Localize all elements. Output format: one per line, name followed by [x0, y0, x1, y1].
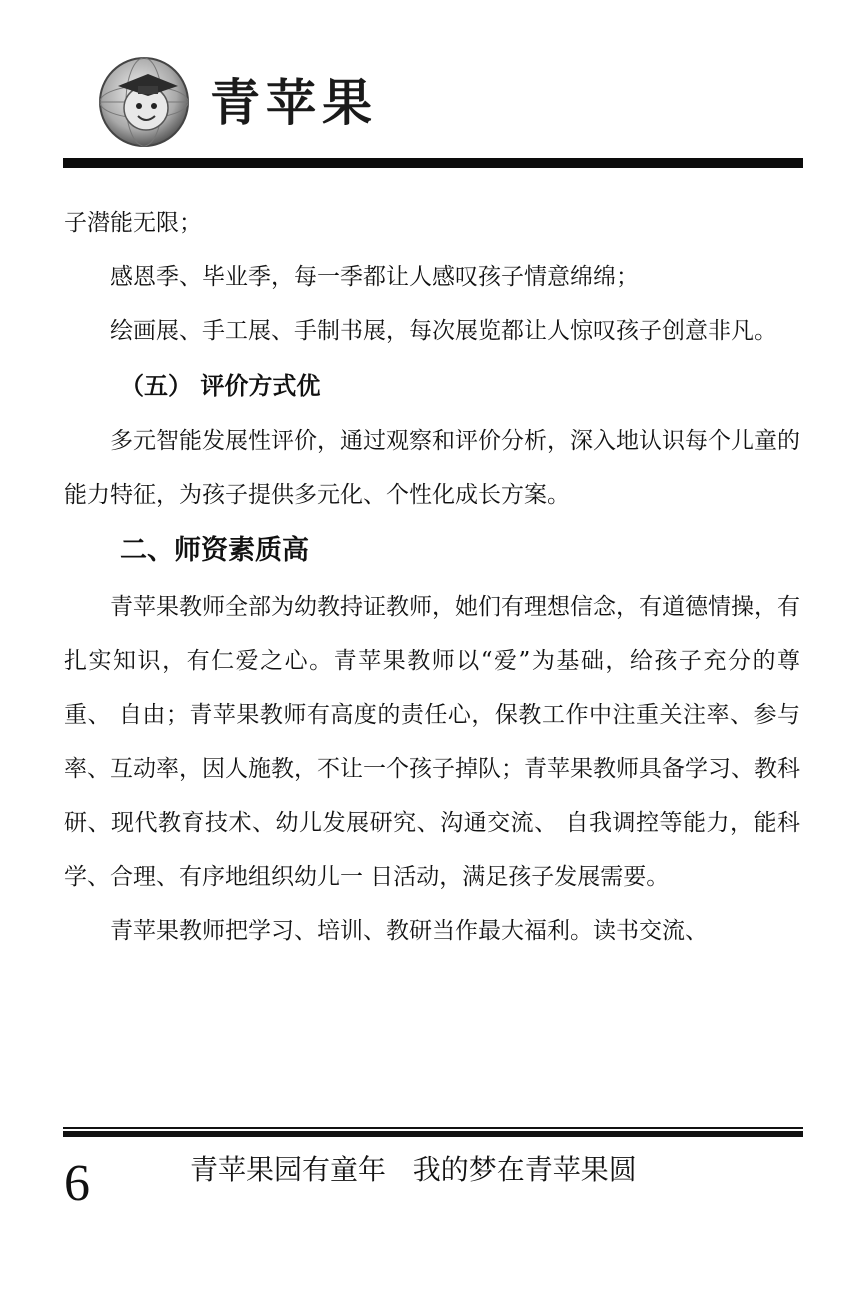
mascot-logo-icon: [98, 56, 190, 148]
paragraph-seasons: 感恩季、毕业季，每一季都让人感叹孩子情意绵绵；: [110, 264, 639, 290]
page-number: 6: [64, 1155, 90, 1212]
paragraph-evaluation: 多元智能发展性评价，通过观察和评价分析，深入地认识每个儿童的能力特征，为孩子提供多元化、个性化成长方案。: [64, 428, 800, 508]
section-heading: 二、师资素质高: [120, 535, 309, 566]
footer-divider: [63, 1131, 803, 1137]
paragraph-training: 青苹果教师把学习、培训、教研当作最大福利。读书交流、: [110, 918, 708, 944]
subsection-heading: （五） 评价方式优: [120, 372, 321, 400]
footer-divider-thin: [63, 1127, 803, 1129]
page-header: [0, 0, 860, 170]
page-body: [64, 196, 800, 958]
header-divider: [63, 158, 803, 168]
paragraph-exhibitions: 绘画展、手工展、手制书展，每次展览都让人惊叹孩子创意非凡。: [110, 318, 777, 344]
footer-slogan: 青苹果园有童年 我的梦在青苹果圆: [190, 1153, 637, 1186]
paragraph-continuation: 子潜能无限；: [64, 210, 202, 236]
paragraph-teachers: 青苹果教师全部为幼教持证教师，她们有理想信念，有道德情操，有扎实知识，有仁爱之心。青苹果教师以“爱”为基础，给孩子充分的尊重、 自由；青苹果教师有高度的责任心，保教工作中注重关注率、参与率、互动率，因人施教，不让一个孩子掉队；青苹果教师具备学习、教科研、现代教育技术、幼儿发展研究、沟通交流、 自我调控等能力，能科学、合理、有序地组织幼儿一 日活动，满足孩子发展需要。: [64, 594, 800, 890]
brand-title: 青苹果: [210, 73, 378, 132]
logo-graphic: [98, 56, 190, 148]
